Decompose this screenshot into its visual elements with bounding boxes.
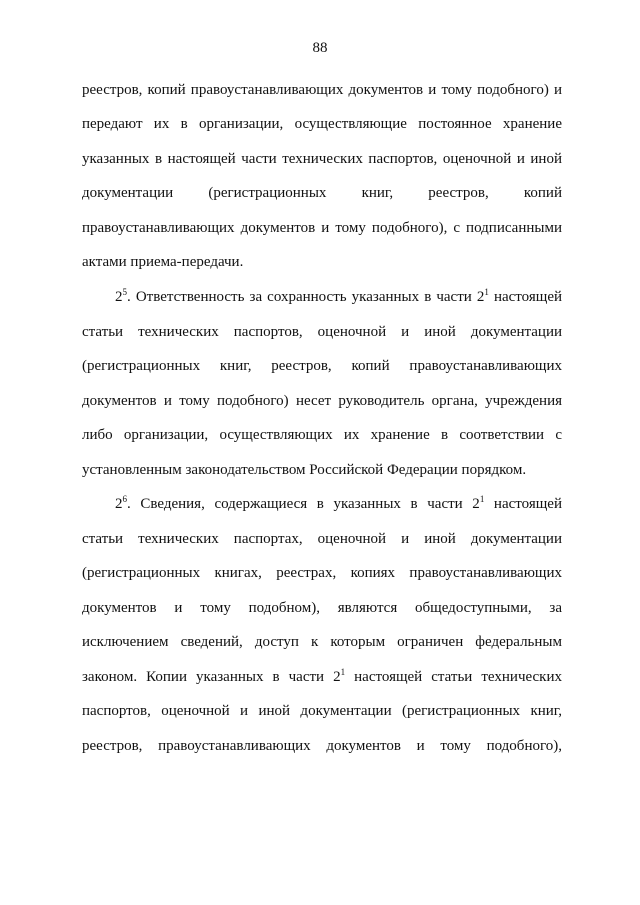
text-fragment: настоящей статьи технических xyxy=(345,669,562,685)
text-line: указанных в настоящей части технических паспортов, оценочной и иной xyxy=(82,151,562,167)
text-line: либо организации, осуществляющих их хранение в соответствии с xyxy=(82,427,562,443)
page-number: 88 xyxy=(312,40,328,56)
text-line-with-superscript xyxy=(82,667,562,687)
text-line: исключением сведений, доступ к которым ограничен федеральным xyxy=(82,634,562,650)
text-fragment: . Сведения, содержащиеся в указанных в части 2 xyxy=(127,496,480,512)
text-fragment: настоящей xyxy=(488,289,562,305)
text-fragment: . Ответственность за сохранность указанных в части 2 xyxy=(127,289,485,305)
text-line: (регистрационных книгах, реестрах, копиях правоустанавливающих xyxy=(82,565,562,581)
text-fragment: законом. Копии указанных в части 2 xyxy=(82,669,341,685)
paragraph-marker-superscript: 6 xyxy=(122,494,127,504)
superscript: 1 xyxy=(479,494,485,504)
text-line: паспортов, оценочной и иной документации (регистрационных книг, xyxy=(82,703,562,719)
text-line: (регистрационных книг, реестров, копий правоустанавливающих xyxy=(82,358,562,374)
text-line: статьи технических паспортах, оценочной и иной документации xyxy=(82,531,562,547)
text-line: правоустанавливающих документов и тому подобного), с подписанными xyxy=(82,220,562,236)
text-fragment: настоящей xyxy=(484,496,562,512)
paragraph-first-line xyxy=(115,494,562,514)
paragraph-marker-superscript: 5 xyxy=(122,287,127,297)
paragraph-first-line xyxy=(115,287,562,307)
text-line: актами приема-передачи. xyxy=(82,254,244,270)
superscript: 1 xyxy=(340,667,346,677)
text-line: передают их в организации, осуществляющие постоянное хранение xyxy=(82,116,562,132)
text-line: статьи технических паспортов, оценочной и иной документации xyxy=(82,324,562,340)
text-line: реестров, копий правоустанавливающих документов и тому подобного) и xyxy=(82,82,562,98)
superscript: 1 xyxy=(484,287,489,297)
text-line: документов и тому подобном), являются общедоступными, за xyxy=(82,600,562,616)
text-line: установленным законодательством Российской Федерации порядком. xyxy=(82,462,527,478)
paragraph-marker: 2 xyxy=(115,496,123,512)
paragraph-marker: 2 xyxy=(115,289,123,305)
text-line: реестров, правоустанавливающих документов и тому подобного), xyxy=(82,738,562,754)
text-line: документов и тому подобного) несет руководитель органа, учреждения xyxy=(82,393,562,409)
text-line: документации (регистрационных книг, реестров, копий xyxy=(82,185,562,201)
